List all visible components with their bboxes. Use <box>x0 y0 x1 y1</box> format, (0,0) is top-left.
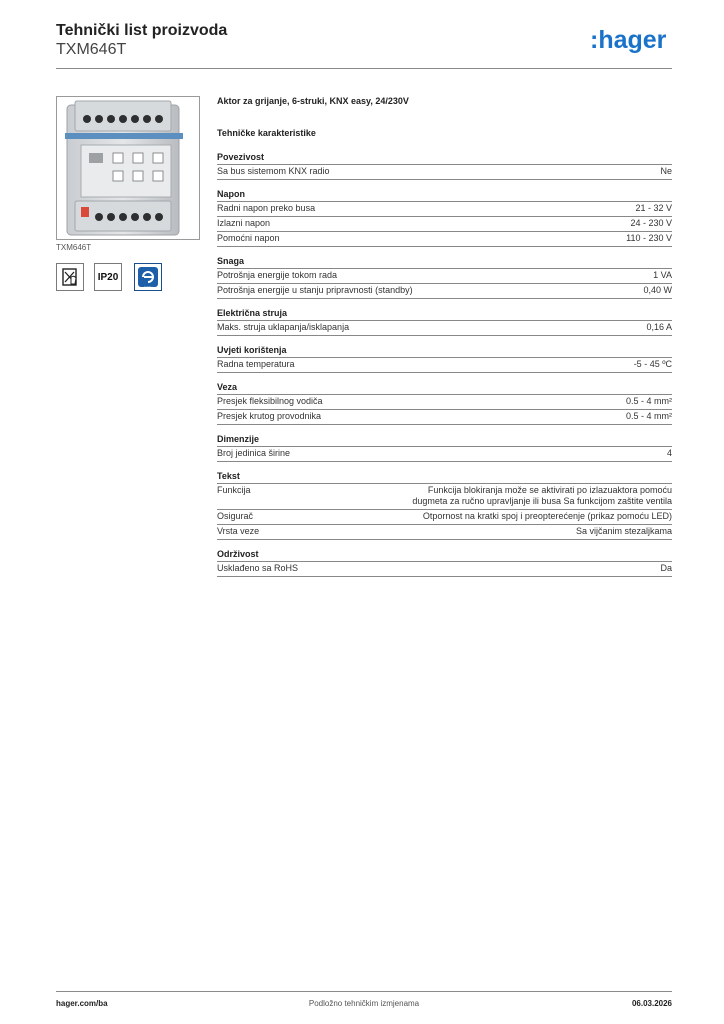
manual-operation-icon <box>56 263 84 291</box>
spec-value: 24 - 230 V <box>630 218 672 228</box>
section-title: Veza <box>217 381 672 395</box>
section-voltage <box>217 188 672 247</box>
spec-value: -5 - 45 ºC <box>633 359 672 369</box>
page-header <box>56 20 672 69</box>
spec-label: Pomoćni napon <box>217 233 280 243</box>
section-text <box>217 470 672 540</box>
section-title: Održivost <box>217 548 672 562</box>
spec-label: Funkcija <box>217 485 251 495</box>
svg-text:easy: easy <box>143 284 153 290</box>
spec-value: 0.5 - 4 mm² <box>625 396 672 406</box>
spec-row <box>217 165 672 180</box>
spec-row <box>217 395 672 410</box>
ip20-badge: IP20 <box>94 263 122 291</box>
section-dimensions <box>217 433 672 462</box>
spec-row <box>217 217 672 232</box>
logo-text: :hager <box>590 26 667 54</box>
spec-value: 0.5 - 4 mm² <box>625 411 672 421</box>
document-title: Tehnički list proizvoda <box>56 22 228 39</box>
section-title: Dimenzije <box>217 433 672 447</box>
spec-row <box>217 358 672 373</box>
spec-row <box>217 484 672 510</box>
spec-value: 0,16 A <box>646 322 672 332</box>
spec-label: Izlazni napon <box>217 218 271 228</box>
section-connection <box>217 381 672 425</box>
spec-label: Vrsta veze <box>217 526 260 536</box>
knx-easy-icon <box>134 263 162 291</box>
spec-label: Potrošnja energije tokom rada <box>217 270 338 280</box>
spec-label: Presjek krutog provodnika <box>217 411 322 421</box>
spec-label: Potrošnja energije u stanju pripravnosti (standby) <box>217 285 413 295</box>
section-title: Tekst <box>217 470 672 484</box>
spec-value: Ne <box>660 166 672 176</box>
spec-row <box>217 410 672 425</box>
spec-row <box>217 510 672 525</box>
page-footer <box>56 991 672 1012</box>
spec-value: Da <box>660 563 672 573</box>
footer-website: hager.com/ba <box>56 999 108 1008</box>
spec-content <box>217 96 672 585</box>
section-sustainability <box>217 548 672 577</box>
product-image <box>57 97 199 239</box>
spec-row <box>217 284 672 299</box>
spec-row <box>217 269 672 284</box>
section-electric-current <box>217 307 672 336</box>
spec-value: 0,40 W <box>643 285 672 295</box>
spec-value: Sa vijčanim stezaljkama <box>575 526 672 536</box>
spec-label: Radna temperatura <box>217 359 295 369</box>
spec-label: Broj jedinica širine <box>217 448 291 458</box>
spec-value: Otpornost na kratki spoj i preopterećenje (prikaz pomoću LED) <box>422 511 672 521</box>
section-title: Uvjeti korištenja <box>217 344 672 358</box>
spec-value: 110 - 230 V <box>626 233 672 243</box>
spec-row <box>217 562 672 577</box>
product-reference: TXM646T <box>56 41 127 58</box>
spec-value: 4 <box>666 448 672 458</box>
section-title: Snaga <box>217 255 672 269</box>
spec-row <box>217 321 672 336</box>
spec-row <box>217 232 672 247</box>
hager-logo <box>590 26 672 56</box>
section-power <box>217 255 672 299</box>
spec-value: Funkcija blokiranja može se aktivirati po izlazuaktora pomoću dugmeta za ručno upravljanje ili busa Sa funkcijom zaštite ventila <box>412 485 672 506</box>
spec-row <box>217 202 672 217</box>
section-title: Povezivost <box>217 151 672 165</box>
spec-row <box>217 447 672 462</box>
spec-label: Sa bus sistemom KNX radio <box>217 166 330 176</box>
spec-value: 21 - 32 V <box>635 203 672 213</box>
spec-value: 1 VA <box>653 270 672 280</box>
technical-characteristics-title: Tehničke karakteristike <box>217 128 316 138</box>
footer-note: Podložno tehničkim izmjenama <box>308 999 420 1008</box>
spec-row <box>217 525 672 540</box>
product-image-caption: TXM646T <box>56 243 92 252</box>
spec-label: Radni napon preko busa <box>217 203 316 213</box>
section-connectivity <box>217 151 672 180</box>
section-title: Napon <box>217 188 672 202</box>
footer-date: 06.03.2026 <box>631 999 672 1008</box>
section-title: Električna struja <box>217 307 672 321</box>
spec-label: Usklađeno sa RoHS <box>217 563 299 573</box>
spec-label: Osigurač <box>217 511 254 521</box>
product-image-frame <box>56 96 200 240</box>
product-description: Aktor za grijanje, 6-struki, KNX easy, 24/230V <box>217 96 409 106</box>
section-operating-conditions <box>217 344 672 373</box>
spec-label: Maks. struja uklapanja/isklapanja <box>217 322 350 332</box>
spec-label: Presjek fleksibilnog vodiča <box>217 396 323 406</box>
